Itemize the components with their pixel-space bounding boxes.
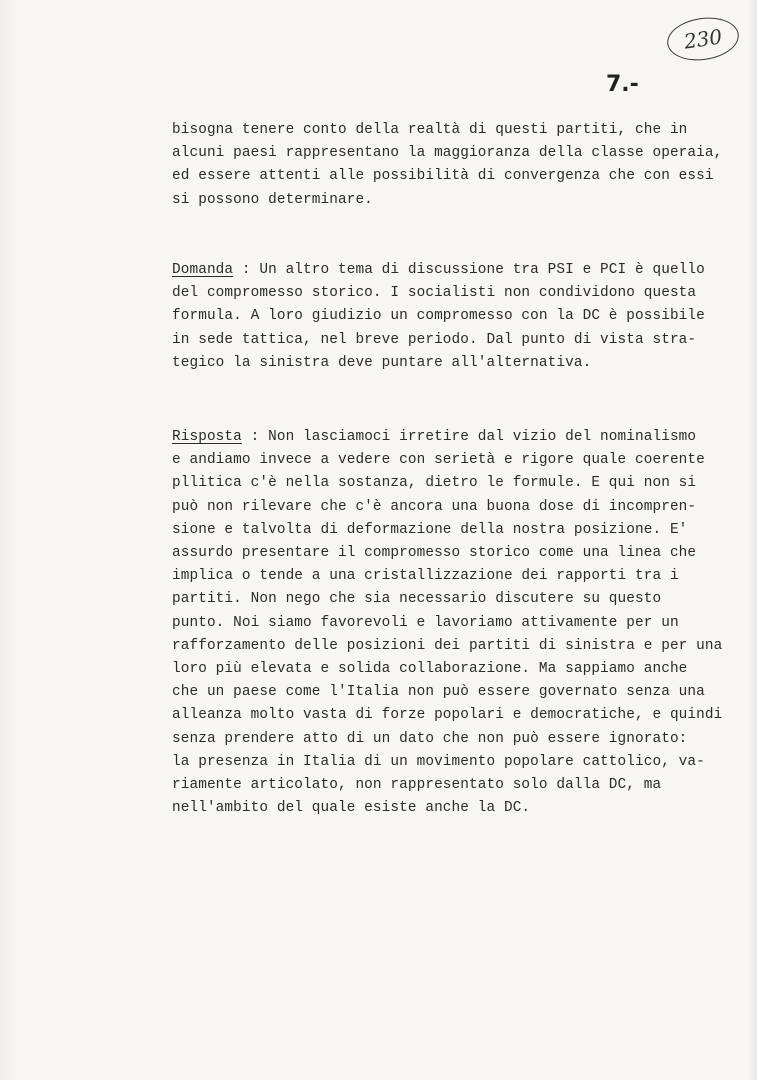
text-line: bisogna tenere conto della realtà di questi partiti, che in (172, 122, 688, 138)
text-line: che un paese come l'Italia non può essere governato senza una (172, 684, 705, 701)
answer-label: Risposta (172, 429, 242, 445)
text-line: alleanza molto vasta di forze popolari e democratiche, e quindi (172, 707, 723, 724)
text-line: partiti. Non nego che sia necessario discutere su questo (172, 591, 662, 608)
text-line: in sede tattica, nel breve periodo. Dal punto di vista stra- (172, 331, 697, 348)
answer-first-line: : Non lasciamoci irretire dal vizio del nominalismo (241, 429, 697, 445)
text-line: e andiamo invece a vedere con serietà e rigore quale coerente (172, 452, 705, 469)
text-line: sione e talvolta di deformazione della nostra posizione. E' (172, 521, 688, 538)
text-line: nell'ambito del quale esiste anche la DC. (172, 800, 531, 817)
text-line (172, 259, 757, 282)
page-number-mark: 7.- (606, 72, 639, 97)
text-line: la presenza in Italia di un movimento popolare cattolico, va- (172, 753, 705, 770)
archive-number-stamp (664, 13, 741, 65)
text-line: senza prendere atto di un dato che non può essere ignorato: (172, 730, 688, 747)
text-line (172, 426, 757, 449)
text-line: alcuni paesi rappresentano la maggioranza della classe operaia, (172, 145, 723, 162)
question-label: Domanda (172, 262, 234, 278)
text-line: tegico la sinistra deve puntare all'alternativa. (172, 354, 592, 371)
answer-paragraph (172, 426, 757, 820)
text-line: punto. Noi siamo favorevoli e lavoriamo attivamente per un (172, 614, 679, 631)
text-line: rafforzamento delle posizioni dei partiti di sinistra e per una (172, 637, 723, 654)
question-first-line: : Un altro tema di discussione tra PSI e PCI è quello (233, 262, 705, 278)
archive-number: 230 (682, 24, 724, 54)
text-line: riamente articolato, non rappresentato solo dalla DC, ma (172, 777, 662, 794)
text-line: formula. A loro giudizio un compromesso con la DC è possibile (172, 308, 705, 325)
text-line: loro più elevata e solida collaborazione. Ma sappiamo anche (172, 661, 688, 678)
paragraph-continuation (172, 119, 757, 212)
text-line: del compromesso storico. I socialisti non condividono questa (172, 285, 697, 302)
question-paragraph (172, 259, 757, 375)
text-line: ed essere attenti alle possibilità di convergenza che con essi (172, 168, 714, 185)
text-line: pllitica c'è nella sostanza, dietro le formule. E qui non si (172, 475, 697, 492)
text-line: implica o tende a una cristallizzazione dei rapporti tra i (172, 568, 679, 585)
text-line: assurdo presentare il compromesso storico come una linea che (172, 545, 697, 562)
text-line: può non rilevare che c'è ancora una buona dose di incompren- (172, 498, 697, 515)
text-line: si possono determinare. (172, 191, 373, 208)
